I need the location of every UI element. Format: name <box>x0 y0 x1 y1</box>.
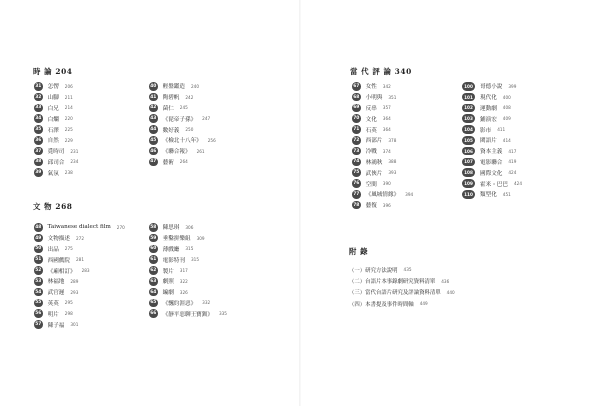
entry-title: 電影聯合 <box>480 159 503 166</box>
entry-number-badge: 109 <box>462 179 475 188</box>
entry-title: 自然 <box>47 138 59 145</box>
entry-page-number: 411 <box>497 127 506 133</box>
entry-page-number: 419 <box>508 159 517 165</box>
toc-entry <box>34 167 78 178</box>
entry-page-number: 281 <box>75 257 84 263</box>
entry-number-badge: 108 <box>462 168 475 177</box>
entry-page-number: 309 <box>196 235 205 241</box>
section-heading-wenwu: 文 物 268 <box>33 202 73 211</box>
entry-title: （二）台語片本事錄劇研究資料清單 <box>349 279 436 286</box>
entry-number-badge: 102 <box>462 104 475 113</box>
toc-entry <box>352 200 413 211</box>
toc-entry <box>34 319 125 330</box>
entry-page-number: 238 <box>64 170 73 176</box>
entry-page-number: 440 <box>446 289 455 295</box>
toc-entry <box>352 189 413 200</box>
entry-title: 輕盤鑑造 <box>162 84 185 91</box>
entry-page-number: 409 <box>502 116 511 122</box>
entry-title: 影市 <box>480 127 492 134</box>
toc-entry <box>149 308 227 319</box>
entry-number-badge: 45 <box>150 137 157 143</box>
dangdai-column-a <box>352 81 413 211</box>
entry-page-number: 424 <box>513 181 522 187</box>
entry-number-badge: 74 <box>353 159 360 165</box>
toc-entry <box>352 135 413 146</box>
book-gutter <box>299 0 301 406</box>
entry-title: 鋪演宏 <box>480 116 497 123</box>
entry-number-badge: 66 <box>150 311 157 317</box>
wenwu-column-a <box>34 222 125 330</box>
entry-number-badge: 71 <box>353 127 360 133</box>
entry-title: 哥德小說 <box>480 84 503 91</box>
entry-number-badge: 58 <box>150 224 157 230</box>
entry-page-number: 378 <box>388 137 397 143</box>
entry-number-badge: 55 <box>35 300 42 306</box>
toc-entry <box>149 146 216 157</box>
toc-entry <box>34 124 78 135</box>
entry-number-badge: 39 <box>35 170 42 176</box>
shilun-column-a <box>34 81 78 178</box>
entry-title: 國際文化 <box>480 170 503 177</box>
entry-title: 陳子福 <box>47 322 65 329</box>
entry-number-badge: 47 <box>150 159 157 165</box>
entry-page-number: 264 <box>179 159 188 165</box>
toc-entry <box>149 265 227 276</box>
entry-title: 英英 <box>47 300 59 307</box>
toc-entry <box>149 233 227 244</box>
toc-entry <box>149 254 227 265</box>
entry-page-number: 234 <box>70 159 79 165</box>
entry-title: 覓時司 <box>47 149 65 156</box>
toc-entry <box>149 81 216 92</box>
entry-page-number: 332 <box>202 300 211 306</box>
entry-title: 小明與 <box>365 95 383 102</box>
toc-entry <box>349 275 455 286</box>
entry-title: 文化 <box>365 116 377 123</box>
entry-page-number: 245 <box>179 105 188 111</box>
toc-entry <box>34 81 78 92</box>
entry-page-number: 317 <box>179 268 188 274</box>
shilun-column-b <box>149 81 216 167</box>
entry-title: 《飄約涯惡》 <box>162 300 197 307</box>
entry-page-number: 306 <box>185 224 194 230</box>
toc-entry <box>149 222 227 233</box>
toc-entry <box>34 233 125 244</box>
entry-number-badge: 72 <box>353 137 360 143</box>
entry-number-badge: 77 <box>353 191 360 197</box>
entry-page-number: 394 <box>405 191 414 197</box>
entry-page-number: 390 <box>382 181 391 187</box>
entry-page-number: 449 <box>419 301 428 307</box>
entry-page-number: 231 <box>70 148 79 154</box>
toc-entry <box>149 287 227 298</box>
entry-number-badge: 73 <box>353 148 360 154</box>
entry-title: （三）當代台語片研究及評論資料清單 <box>349 290 441 297</box>
toc-entry <box>462 157 522 168</box>
entry-page-number: 295 <box>64 300 73 306</box>
toc-entry <box>34 113 78 124</box>
entry-title: 藝術 <box>162 159 174 166</box>
entry-number-badge: 54 <box>35 289 42 295</box>
entry-title: 運動劇 <box>480 105 497 112</box>
entry-title: 藝復 <box>365 203 377 210</box>
dangdai-column-b <box>462 81 522 200</box>
entry-number-badge: 50 <box>35 246 42 252</box>
entry-number-badge: 32 <box>35 94 42 100</box>
entry-page-number: 211 <box>64 94 73 100</box>
toc-entry <box>352 81 413 92</box>
toc-entry <box>462 146 522 157</box>
entry-title: 資本主義 <box>480 149 503 156</box>
toc-entry <box>462 189 522 200</box>
entry-number-badge: 64 <box>150 289 157 295</box>
entry-number-badge: 107 <box>462 158 475 167</box>
entry-page-number: 364 <box>382 116 391 122</box>
entry-number-badge: 105 <box>462 136 475 145</box>
entry-title: 閩語片 <box>480 138 497 145</box>
entry-page-number: 250 <box>185 127 194 133</box>
entry-page-number: 247 <box>202 116 211 122</box>
entry-page-number: 335 <box>218 311 227 317</box>
entry-page-number: 220 <box>64 116 73 122</box>
entry-number-badge: 46 <box>150 148 157 154</box>
entry-page-number: 357 <box>382 105 391 111</box>
entry-number-badge: 62 <box>150 268 157 274</box>
entry-title: 反串 <box>365 105 377 112</box>
entry-title: 武官遲 <box>47 290 65 297</box>
entry-title: 《聯合報》 <box>162 149 191 156</box>
entry-title: 薄戲廳 <box>162 246 180 253</box>
entry-title: 林鴻秋 <box>365 159 383 166</box>
entry-number-badge: 57 <box>35 322 42 328</box>
entry-number-badge: 110 <box>462 190 475 199</box>
entry-page-number: 315 <box>190 257 199 263</box>
entry-number-badge: 59 <box>150 235 157 241</box>
entry-title: 《檢北十八年》 <box>162 138 202 145</box>
entry-page-number: 301 <box>70 322 79 328</box>
toc-entry <box>149 92 216 103</box>
entry-title: 霍米・巴巴 <box>480 181 508 188</box>
toc-entry <box>149 113 216 124</box>
entry-title: 石英 <box>365 127 377 134</box>
entry-page-number: 214 <box>64 105 73 111</box>
toc-entry <box>462 113 522 124</box>
toc-entry <box>349 298 455 309</box>
entry-page-number: 417 <box>508 148 517 154</box>
toc-entry <box>149 124 216 135</box>
entry-number-badge: 63 <box>150 278 157 284</box>
entry-number-badge: 101 <box>462 93 475 102</box>
entry-page-number: 283 <box>81 268 90 274</box>
entry-page-number: 229 <box>64 137 73 143</box>
entry-number-badge: 67 <box>353 83 360 89</box>
entry-title: 文物描述 <box>47 236 70 243</box>
toc-entry <box>352 103 413 114</box>
entry-number-badge: 42 <box>150 105 157 111</box>
entry-title: 陳思琪 <box>162 225 180 232</box>
entry-title: 白爛 <box>47 116 59 123</box>
entry-title: 氣氛 <box>47 170 59 177</box>
entry-title: 垂鑿拼樂組 <box>162 236 191 243</box>
entry-number-badge: 65 <box>150 300 157 306</box>
entry-title: 菌仁 <box>162 105 174 112</box>
entry-page-number: 272 <box>75 235 84 241</box>
entry-page-number: 242 <box>185 94 194 100</box>
entry-title: 西國戲院 <box>47 257 70 264</box>
entry-number-badge: 104 <box>462 125 475 134</box>
entry-number-badge: 56 <box>35 311 42 317</box>
entry-page-number: 315 <box>185 246 194 252</box>
section-heading-fulu: 附 錄 <box>349 247 369 256</box>
entry-title: 冷戰 <box>365 149 377 156</box>
appendix-list <box>349 264 455 310</box>
entry-page-number: 408 <box>502 105 511 111</box>
toc-entry <box>149 157 216 168</box>
entry-page-number: 399 <box>508 83 517 89</box>
entry-number-badge: 36 <box>35 137 42 143</box>
entry-number-badge: 106 <box>462 147 475 156</box>
toc-entry <box>462 81 522 92</box>
entry-title: 數好義 <box>162 127 180 134</box>
entry-title: 空間 <box>365 181 377 188</box>
entry-title: 女性 <box>365 84 377 91</box>
entry-number-badge: 40 <box>150 83 157 89</box>
toc-entry <box>34 146 78 157</box>
entry-title: 劇照 <box>162 279 174 286</box>
entry-page-number: 400 <box>502 94 511 100</box>
entry-page-number: 414 <box>502 137 511 143</box>
entry-title: 白兄 <box>47 105 59 112</box>
toc-entry <box>462 167 522 178</box>
entry-number-badge: 70 <box>353 116 360 122</box>
entry-number-badge: 51 <box>35 257 42 263</box>
entry-title: 明片 <box>47 311 59 318</box>
toc-entry <box>34 135 78 146</box>
entry-title: 編劇 <box>162 290 174 297</box>
entry-number-badge: 103 <box>462 114 475 123</box>
entry-page-number: 261 <box>196 148 205 154</box>
entry-page-number: 240 <box>190 83 199 89</box>
toc-entry <box>349 287 455 298</box>
entry-number-badge: 76 <box>353 181 360 187</box>
entry-number-badge: 43 <box>150 116 157 122</box>
entry-title: （四）本書提及事件時間軸 <box>349 301 414 308</box>
toc-entry <box>462 124 522 135</box>
entry-title: 《風城情緣》 <box>365 192 400 199</box>
entry-title: 山腳 <box>47 95 59 102</box>
entry-page-number: 451 <box>502 191 511 197</box>
entry-title: 西部片 <box>365 138 383 145</box>
toc-entry <box>462 92 522 103</box>
entry-page-number: 326 <box>179 289 188 295</box>
entry-number-badge: 75 <box>353 170 360 176</box>
entry-page-number: 396 <box>382 202 391 208</box>
toc-entry <box>352 157 413 168</box>
entry-number-badge: 37 <box>35 148 42 154</box>
entry-page-number: 293 <box>70 289 79 295</box>
toc-entry <box>462 103 522 114</box>
section-heading-dangdai: 當 代 評 論 340 <box>350 67 412 76</box>
entry-number-badge: 44 <box>150 127 157 133</box>
entry-number-badge: 35 <box>35 127 42 133</box>
entry-number-badge: 61 <box>150 257 157 263</box>
toc-entry <box>462 135 522 146</box>
entry-page-number: 298 <box>64 311 73 317</box>
entry-title: 怎愣 <box>47 84 59 91</box>
toc-entry <box>34 222 125 233</box>
entry-page-number: 393 <box>388 170 397 176</box>
entry-page-number: 436 <box>441 278 450 284</box>
toc-entry <box>149 276 227 287</box>
entry-title: 《廂相訂》 <box>47 268 76 275</box>
entry-page-number: 435 <box>403 267 412 273</box>
entry-title: 製片 <box>162 268 174 275</box>
toc-entry <box>34 157 78 168</box>
entry-title: 武俠片 <box>365 170 383 177</box>
entry-title: 林福地 <box>47 279 65 286</box>
entry-number-badge: 48 <box>35 224 42 230</box>
wenwu-column-b <box>149 222 227 319</box>
entry-number-badge: 69 <box>353 105 360 111</box>
toc-entry <box>149 244 227 255</box>
entry-number-badge: 38 <box>35 159 42 165</box>
toc-entry <box>34 254 125 265</box>
toc-entry <box>34 287 125 298</box>
toc-entry <box>149 103 216 114</box>
entry-page-number: 424 <box>508 170 517 176</box>
entry-title: 類型化 <box>480 192 497 199</box>
toc-entry <box>34 276 125 287</box>
toc-entry <box>149 298 227 309</box>
entry-page-number: 206 <box>64 83 73 89</box>
entry-number-badge: 49 <box>35 235 42 241</box>
toc-entry <box>34 308 125 319</box>
entry-number-badge: 100 <box>462 82 475 91</box>
entry-number-badge: 41 <box>150 94 157 100</box>
entry-title: Taiwanese dialect film <box>47 224 111 231</box>
entry-title: 出品 <box>47 246 59 253</box>
toc-entry <box>352 124 413 135</box>
entry-title: （一）研究方法說明 <box>349 267 398 274</box>
entry-number-badge: 33 <box>35 105 42 111</box>
entry-number-badge: 34 <box>35 116 42 122</box>
entry-number-badge: 60 <box>150 246 157 252</box>
entry-page-number: 225 <box>64 127 73 133</box>
toc-entry <box>149 135 216 146</box>
toc-entry <box>462 178 522 189</box>
toc-entry <box>352 167 413 178</box>
entry-page-number: 351 <box>388 94 397 100</box>
section-heading-shilun: 時 論 204 <box>33 67 73 76</box>
entry-title: 陶碧帆 <box>162 95 180 102</box>
toc-entry <box>352 92 413 103</box>
entry-title: 現代化 <box>480 95 497 102</box>
toc-entry <box>352 178 413 189</box>
toc-entry <box>34 103 78 114</box>
entry-page-number: 256 <box>207 137 216 143</box>
toc-entry <box>352 146 413 157</box>
toc-entry <box>34 298 125 309</box>
toc-entry <box>349 264 455 275</box>
entry-number-badge: 31 <box>35 83 42 89</box>
entry-page-number: 342 <box>382 83 391 89</box>
entry-number-badge: 68 <box>353 94 360 100</box>
entry-page-number: 364 <box>382 127 391 133</box>
entry-title: 《靜平惡聊王寶釧》 <box>162 311 213 318</box>
entry-page-number: 270 <box>116 224 125 230</box>
entry-title: 電影特刊 <box>162 257 185 264</box>
entry-page-number: 374 <box>382 148 391 154</box>
entry-page-number: 275 <box>64 246 73 252</box>
toc-entry <box>352 113 413 124</box>
entry-title: 《琵帝子孫》 <box>162 116 197 123</box>
entry-page-number: 289 <box>70 278 79 284</box>
entry-number-badge: 78 <box>353 202 360 208</box>
entry-number-badge: 52 <box>35 268 42 274</box>
entry-title: 邱司合 <box>47 159 65 166</box>
entry-page-number: 322 <box>179 278 188 284</box>
toc-entry <box>34 244 125 255</box>
toc-entry <box>34 265 125 276</box>
entry-title: 石澤 <box>47 127 59 134</box>
toc-entry <box>34 92 78 103</box>
entry-number-badge: 53 <box>35 278 42 284</box>
entry-page-number: 388 <box>388 159 397 165</box>
